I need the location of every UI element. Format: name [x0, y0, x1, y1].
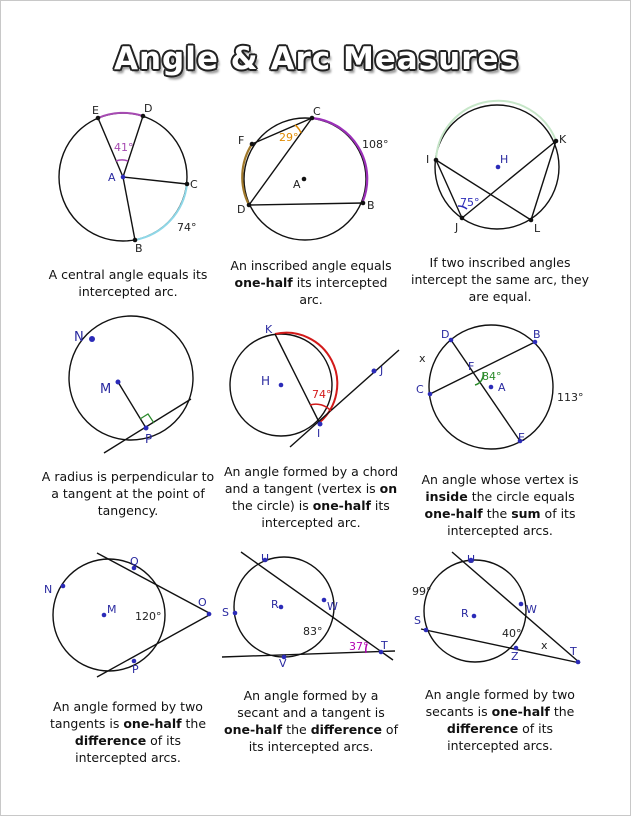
caption-inside-vertex-b3: sum: [511, 506, 541, 521]
radius-mp: [118, 382, 146, 428]
point-a: [121, 175, 126, 180]
label-a6: A: [498, 381, 506, 394]
label-p7: P: [132, 663, 139, 676]
caption-two-tangents-b1: one-half: [123, 716, 182, 731]
caption-two-inscribed: [411, 254, 589, 305]
label-j3: J: [455, 221, 459, 234]
label-z9: Z: [511, 650, 519, 663]
caption-secant-tangent-b1: one-half: [224, 722, 283, 737]
caption-two-secants-p2: the: [549, 704, 575, 719]
caption-inside-vertex-b1: inside: [425, 489, 468, 504]
label-k3: K: [559, 133, 567, 146]
point-o7: [207, 612, 212, 617]
label-u9: U: [467, 553, 476, 566]
caption-inscribed-angle-b1: one-half: [234, 275, 293, 290]
label-v8: V: [279, 657, 287, 670]
label-c6: C: [416, 383, 424, 396]
tangent-line-8: [222, 651, 395, 657]
point-m7: [102, 613, 107, 618]
label-t8: T: [381, 639, 388, 652]
point-a2: [302, 177, 307, 182]
point-c6: [428, 392, 433, 397]
point-w8: [322, 598, 327, 603]
label-x6: x: [419, 352, 426, 365]
label-s9: S: [414, 614, 421, 627]
secant-sz: [421, 629, 580, 663]
label-m7: M: [107, 603, 117, 616]
caption-inside-vertex-p2: the circle equals: [467, 489, 575, 504]
angle-74: 74°: [312, 388, 332, 401]
point-h5: [279, 383, 284, 388]
label-d: D: [144, 102, 153, 115]
label-c: C: [190, 178, 198, 191]
caption-inside-vertex-p3: the: [482, 506, 512, 521]
circle-m: [69, 316, 193, 440]
label-e: E: [92, 104, 99, 117]
caption-two-tangents-p1: An angle formed by two tangents is: [49, 699, 203, 731]
caption-central-angle: [39, 266, 217, 300]
caption-chord-tangent-p1: An angle formed by a chord and a tangent (vertex is: [223, 464, 399, 496]
caption-two-secants: [411, 686, 589, 754]
label-n4: N: [74, 330, 84, 345]
point-i5: [318, 422, 323, 427]
caption-central-angle-text: A central angle equals its intercepted arc.: [48, 267, 208, 299]
caption-two-secants-b1: one-half: [491, 704, 550, 719]
label-f2: F: [238, 134, 245, 147]
label-m4: M: [100, 382, 112, 397]
angle-84: 84°: [482, 370, 502, 383]
arc-113: 113°: [557, 391, 584, 404]
label-p4: P: [145, 432, 153, 446]
caption-chord-tangent-b2: one-half: [312, 498, 371, 513]
label-i3: I: [426, 153, 430, 166]
label-o7: O: [198, 596, 207, 609]
label-a2: A: [293, 178, 301, 191]
caption-inscribed-angle: [223, 257, 399, 308]
label-d2: D: [237, 203, 246, 216]
label-r8: R: [271, 598, 279, 611]
arc-108: 108°: [362, 138, 389, 151]
point-n4: [89, 336, 95, 342]
caption-two-secants-p1: An angle formed by two secants is: [425, 687, 575, 719]
tangent-op: [97, 614, 211, 677]
caption-inside-vertex-p4: of its intercepted arcs.: [447, 506, 576, 538]
point-s8: [233, 611, 238, 616]
chord-il: [436, 160, 531, 220]
point-s9: [424, 628, 429, 633]
point-l3: [529, 218, 534, 223]
point-b2: [361, 201, 366, 206]
caption-secant-tangent-b2: difference: [310, 722, 382, 737]
chord-db: [249, 203, 363, 205]
caption-two-secants-b2: difference: [446, 721, 519, 736]
caption-inside-vertex-b2: one-half: [424, 506, 483, 521]
page-title: Angle & Arc Measures: [113, 41, 520, 77]
caption-two-secants-p3: of its intercepted arcs.: [447, 721, 554, 753]
caption-two-tangents: [39, 698, 217, 766]
label-s8: S: [222, 606, 229, 619]
angle-37: 37°: [349, 640, 369, 653]
label-x9: x: [541, 639, 548, 652]
point-r9: [472, 614, 477, 619]
label-j5: J: [380, 364, 384, 377]
radius-ac: [123, 177, 187, 184]
label-b6: B: [533, 328, 541, 341]
caption-chord-tangent-p2: the circle) is: [232, 498, 313, 513]
caption-two-tangents-p3: of its intercepted arcs.: [75, 733, 182, 765]
label-k5: K: [265, 323, 273, 336]
caption-secant-tangent-p1: An angle formed by a secant and a tangent is: [237, 688, 385, 720]
point-f2: [250, 142, 255, 147]
label-b2: B: [367, 199, 375, 212]
point-k3: [554, 139, 559, 144]
label-a: A: [108, 171, 116, 184]
caption-inside-vertex-p1: An angle whose vertex is: [421, 472, 579, 487]
caption-chord-tangent-b1: on: [379, 481, 398, 496]
caption-radius-tangent: [39, 468, 217, 519]
point-m4: [116, 380, 121, 385]
label-t9: T: [570, 645, 577, 658]
arc-74: 74°: [177, 221, 197, 234]
point-r8: [279, 605, 284, 610]
arc-83: 83°: [303, 625, 323, 638]
label-e6: E: [518, 431, 525, 444]
arc-ed: [98, 113, 143, 118]
caption-inscribed-angle-p1: An inscribed angle equals: [230, 258, 392, 273]
point-a6: [489, 385, 494, 390]
label-w8: W: [327, 600, 338, 613]
arc-99: 99°: [412, 585, 432, 598]
caption-chord-tangent-p3: its intercepted arc.: [261, 498, 390, 530]
point-n7: [61, 584, 66, 589]
caption-secant-tangent: [223, 687, 399, 755]
caption-inside-vertex: [409, 471, 591, 539]
label-h3: H: [500, 153, 509, 166]
label-r9: R: [461, 607, 469, 620]
label-f6: F: [468, 360, 475, 373]
angle-75: 75°: [460, 196, 480, 209]
angle-40: 40°: [502, 627, 522, 640]
label-w9: W: [526, 603, 537, 616]
angle-41: 41°: [114, 141, 134, 154]
point-p4: [144, 426, 149, 431]
point-j5: [372, 369, 377, 374]
label-b: B: [135, 242, 143, 255]
caption-radius-tangent-text: A radius is perpendicular to a tangent at the point of tangency.: [41, 469, 215, 518]
label-i5: I: [317, 427, 321, 440]
chord-ki: [275, 334, 320, 424]
label-n7: N: [44, 583, 53, 596]
angle-29: 29°: [279, 131, 299, 144]
caption-secant-tangent-p2: the: [282, 722, 311, 737]
label-c2: C: [313, 105, 321, 118]
caption-two-tangents-p2: the: [181, 716, 207, 731]
point-j3: [460, 216, 465, 221]
label-l3: L: [534, 222, 541, 235]
arc-120: 120°: [135, 610, 162, 623]
caption-two-tangents-b2: difference: [74, 733, 147, 748]
angle-mark-41: [116, 160, 128, 161]
point-t9: [576, 660, 581, 665]
label-q7: Q: [130, 555, 139, 568]
radius-ab: [123, 177, 135, 240]
point-c: [185, 182, 190, 187]
arc-cb2: [312, 118, 367, 201]
label-d6: D: [441, 328, 450, 341]
point-w9: [519, 602, 524, 607]
circle-r9: [424, 560, 526, 662]
point-d2: [247, 203, 252, 208]
caption-inscribed-angle-p2: its intercepted arc.: [292, 275, 388, 307]
arc-ik: [436, 101, 556, 160]
label-u8: U: [261, 552, 270, 565]
point-i3: [434, 158, 439, 163]
caption-chord-tangent: [221, 463, 401, 531]
caption-secant-tangent-p3: of its intercepted arcs.: [248, 722, 398, 754]
caption-two-inscribed-text: If two inscribed angles intercept the same arc, they are equal.: [411, 255, 589, 304]
label-h5: H: [261, 374, 271, 388]
